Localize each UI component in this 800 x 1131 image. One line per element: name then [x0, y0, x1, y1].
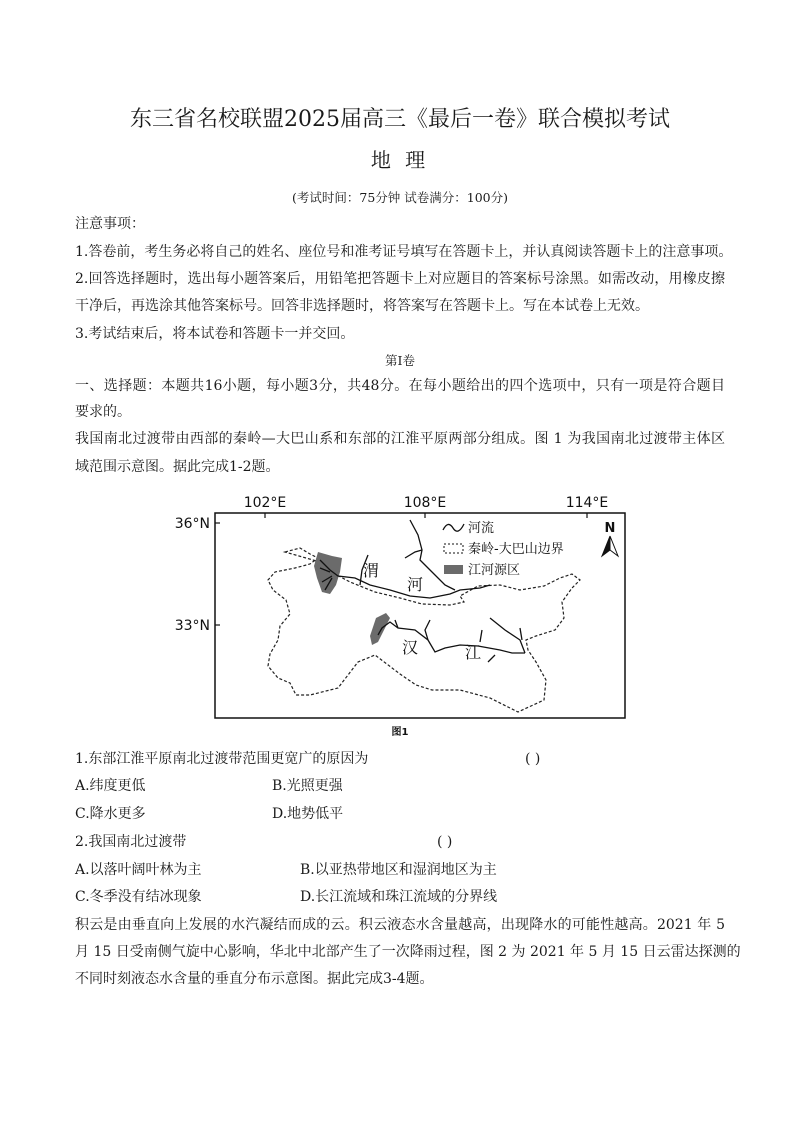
- river-label-han: 汉: [402, 638, 419, 657]
- legend-river: 河流: [468, 521, 495, 536]
- legend-source-area: 江河源区: [468, 563, 521, 578]
- option: C.降水更多: [75, 806, 146, 822]
- legend-boundary: 秦岭-大巴山边界: [468, 542, 564, 557]
- option: B.以亚热带地区和湿润地区为主: [300, 862, 497, 878]
- boundary-legend-icon: [444, 544, 463, 553]
- river-label-wei: 渭: [363, 561, 380, 580]
- answer-bracket: ( ): [437, 834, 453, 850]
- north-label: N: [604, 521, 616, 536]
- section-instructions: 一、选择题：本题共16小题，每小题3分，共48分。在每小题给出的四个选项中，只有一项是符合题目: [75, 378, 725, 394]
- lat-label: 36°N: [174, 516, 210, 532]
- north-arrow-icon: [602, 536, 610, 556]
- option: A.纬度更低: [75, 778, 146, 794]
- question-1-stem: 1.东部江淮平原南北过渡带范围更宽广的原因为: [75, 751, 369, 767]
- option: D.地势低平: [272, 806, 344, 822]
- passage-text: 不同时刻液态水含量的垂直分布示意图。据此完成3-4题。: [75, 971, 434, 987]
- question-2-stem: 2.我国南北过渡带: [75, 834, 187, 850]
- passage-text: 我国南北过渡带由西部的秦岭—大巴山系和东部的江淮平原两部分组成。图 1 为我国南北过渡带主体区: [75, 431, 725, 447]
- lat-label: 33°N: [174, 618, 210, 634]
- figure-1-map: [160, 490, 640, 740]
- exam-info: (考试时间：75分钟 试卷满分：100分): [292, 190, 508, 205]
- figure-caption: 图1: [391, 727, 409, 738]
- passage-text: 月 15 日受南侧气旋中心影响，华北中北部产生了一次降雨过程，图 2 为 2021 年 5 月 15 日云雷达探测的: [75, 944, 741, 960]
- hanjiang-source-area: [370, 613, 390, 645]
- note-item: 3.考试结束后，将本试卷和答题卡一并交回。: [75, 326, 355, 342]
- option: A.以落叶阔叶林为主: [75, 862, 202, 878]
- weihe-source-area: [314, 552, 342, 594]
- river-label-jiang: 江: [465, 643, 482, 662]
- exam-title: 东三省名校联盟2025届高三《最后一卷》联合模拟考试: [130, 107, 670, 132]
- section-instructions: 要求的。: [75, 404, 131, 420]
- option: C.冬季没有结冰现象: [75, 889, 202, 905]
- note-item: 干净后，再选涂其他答案标号。回答非选择题时，将答案写在答题卡上。写在本试卷上无效。: [75, 298, 649, 314]
- river-legend-icon: [443, 524, 464, 531]
- passage-text: 域范围示意图。据此完成1-2题。: [75, 459, 280, 475]
- lon-label: 108°E: [403, 495, 447, 511]
- volume-label: 第I卷: [385, 353, 415, 368]
- notes-heading: 注意事项：: [75, 216, 145, 232]
- note-item: 2.回答选择题时，选出每小题答案后，用铅笔把答题卡上对应题目的答案标号涂黑。如需改动，用橡皮擦: [75, 271, 725, 287]
- subject-title: 地 理: [370, 148, 430, 172]
- river-label-he: 河: [407, 575, 424, 594]
- lon-label: 102°E: [243, 495, 287, 511]
- answer-bracket: ( ): [525, 751, 541, 767]
- north-arrow-outline: [610, 536, 618, 556]
- lon-label: 114°E: [565, 495, 609, 511]
- option: B.光照更强: [272, 778, 343, 794]
- note-item: 1.答卷前，考生务必将自己的姓名、座位号和准考证号填写在答题卡上，并认真阅读答题卡上的注意事项。: [75, 244, 733, 260]
- passage-text: 积云是由垂直向上发展的水汽凝结而成的云。积云液态水含量越高，出现降水的可能性越高。2021 年 5: [75, 917, 725, 933]
- option: D.长江流域和珠江流域的分界线: [300, 889, 498, 905]
- source-area-legend-icon: [444, 565, 463, 574]
- qinling-daba-boundary: [268, 548, 580, 712]
